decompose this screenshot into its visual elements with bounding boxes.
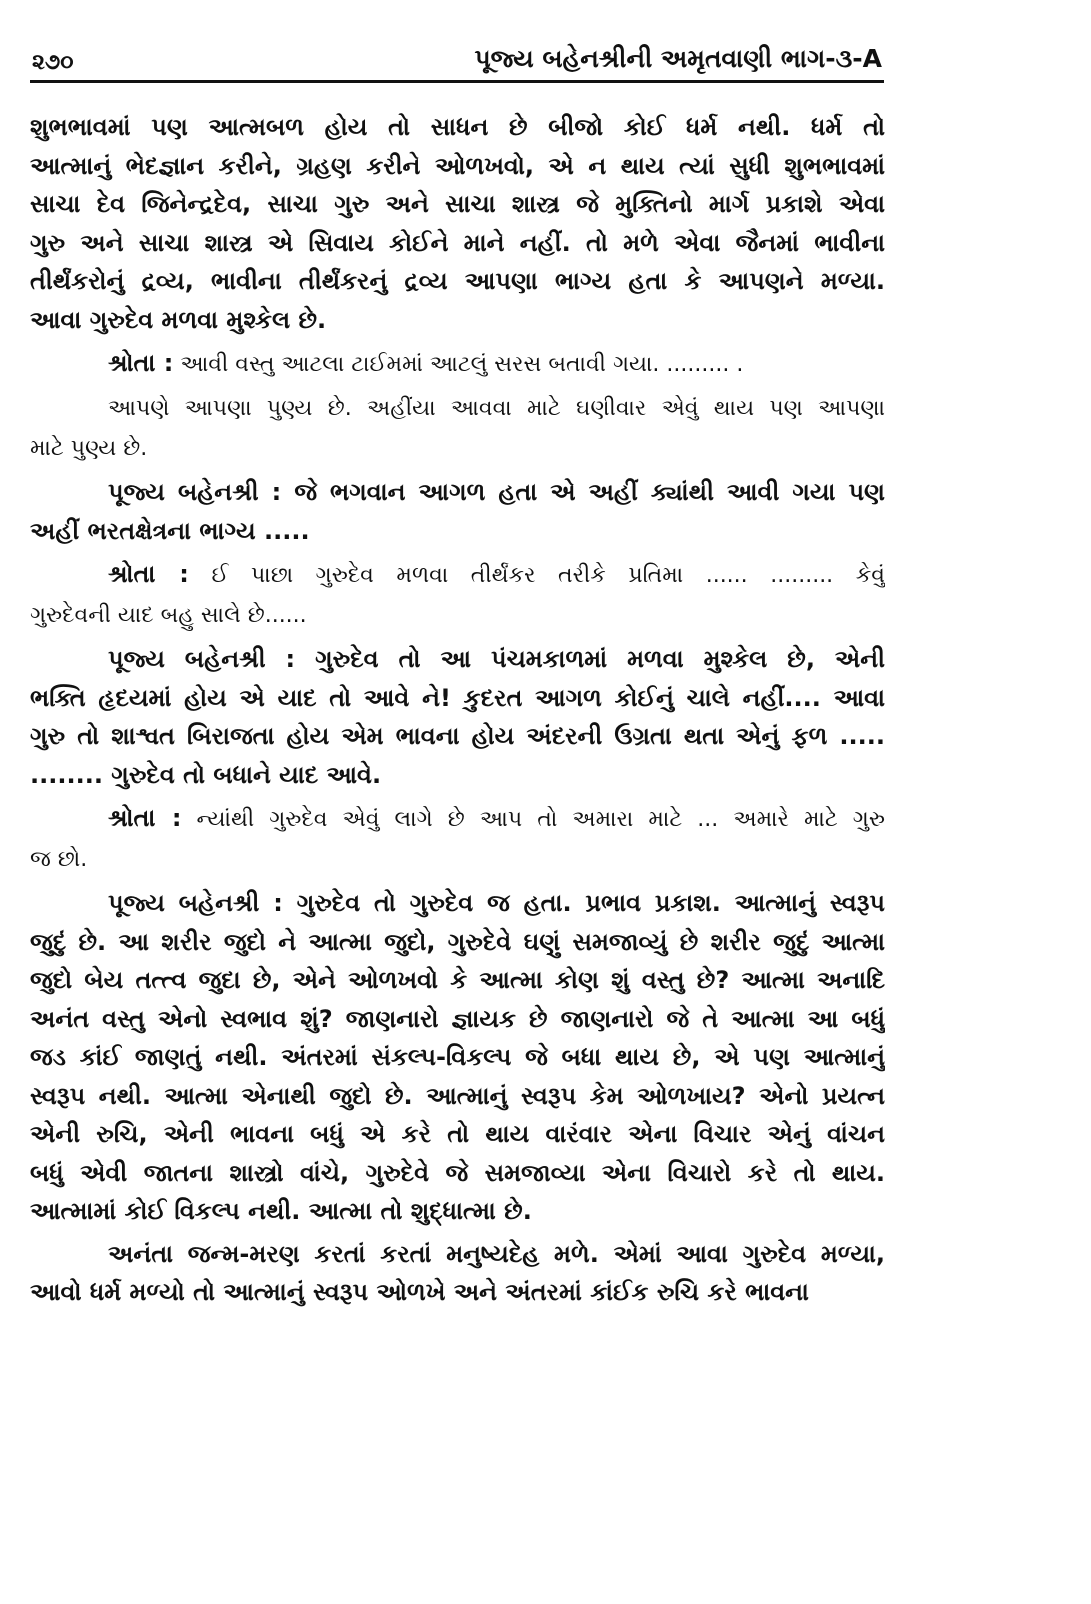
speaker-label: શ્રોતા : <box>108 349 174 377</box>
text-line <box>30 512 885 551</box>
speaker-label: પૂજ્ય બહેનશ્રી : <box>108 478 282 506</box>
dialogue-paragraph <box>30 473 885 550</box>
line-text: ગુરુ અને સાચા શાસ્ત્ર એ સિવાય કોઈને માને નહીં. તો મળે એવા જૈનમાં ભાવીના <box>30 228 885 257</box>
line-text: એની રુચિ, એની ભાવના બધું એ કરે તો થાય વારંવાર એના વિચાર એનું વાંચન <box>30 1120 885 1148</box>
line-text: સાચા દેવ જિનેન્દ્રદેવ, સાચા ગુરુ અને સાચા શાસ્ત્ર જે મુક્તિનો માર્ગ પ્રકાશે એવા <box>30 190 885 218</box>
text-line <box>30 1077 885 1116</box>
line-text: જે ભગવાન આગળ હતા એ અહીં ક્યાંથી આવી ગયા પણ <box>294 478 885 506</box>
text-line <box>30 185 885 224</box>
page-body <box>30 108 885 1316</box>
text-line <box>30 884 885 923</box>
line-text: અહીં ભરતક્ષેત્રના ભાગ્ય ..... <box>30 516 310 545</box>
paragraph <box>30 108 885 339</box>
text-line <box>30 1273 885 1312</box>
text-line <box>30 1115 885 1154</box>
line-text: માટે પુણ્ય છે. <box>30 436 148 461</box>
text-line <box>30 1000 885 1039</box>
speaker-label: પૂજ્ય બહેનશ્રી : <box>108 645 296 673</box>
text-line <box>30 961 885 1000</box>
text-line <box>30 923 885 962</box>
book-title: પૂજ્ય બહેનશ્રીની અમૃતવાણી ભાગ-૩-A <box>474 44 882 73</box>
dialogue-paragraph <box>30 640 885 794</box>
text-line <box>30 147 885 186</box>
text-line <box>30 224 885 263</box>
text-line <box>30 554 885 596</box>
line-text: આવી વસ્તુ આટલા ટાઈમમાં આટલું સરસ બતાવી ગયા. ......... . <box>180 352 744 377</box>
text-line <box>30 108 885 147</box>
text-line <box>30 389 885 429</box>
dialogue-paragraph <box>30 343 885 385</box>
text-line <box>30 840 885 880</box>
text-line <box>30 301 885 340</box>
line-text: આવા ગુરુદેવ મળવા મુશ્કેલ છે. <box>30 305 327 334</box>
line-text: બધું એવી જાતના શાસ્ત્રો વાંચે, ગુરુદેવે જે સમજાવ્યા એના વિચારો કરે તો થાય. <box>30 1158 885 1187</box>
text-line <box>30 1235 885 1274</box>
text-line <box>30 640 885 679</box>
line-text: અનંતા જન્મ-મરણ કરતાં કરતાં મનુષ્યદેહ મળે. એમાં આવા ગુરુદેવ મળ્યા, <box>108 1239 885 1268</box>
text-line <box>30 262 885 301</box>
line-text: ........ ગુરુદેવ તો બધાને યાદ આવે. <box>30 760 382 789</box>
line-text: ગુરુદેવની યાદ બહુ સાલે છે...... <box>30 603 307 628</box>
line-text: ગુરુદેવ તો આ પંચમકાળમાં મળવા મુશ્કેલ છે, એની <box>315 645 885 673</box>
line-text: આપણે આપણા પુણ્ય છે. અહીંયા આવવા માટે ઘણીવાર એવું થાય પણ આપણા <box>108 396 885 421</box>
dialogue-paragraph <box>30 554 885 636</box>
page-number: ૨૭૦ <box>32 50 74 75</box>
paragraph <box>30 389 885 469</box>
line-text: ગુરુદેવ તો ગુરુદેવ જ હતા. પ્રભાવ પ્રકાશ. આત્માનું સ્વરૂપ <box>296 889 885 917</box>
text-line <box>30 1192 885 1231</box>
line-text: આત્માનું ભેદજ્ઞાન કરીને, ગ્રહણ કરીને ઓળખવો, એ ન થાય ત્યાં સુધી શુભભાવમાં <box>30 151 885 180</box>
line-text: આત્મામાં કોઈ વિકલ્પ નથી. આત્મા તો શુદ્ધાત્મા છે. <box>30 1197 532 1225</box>
line-text: જ છો. <box>30 847 88 872</box>
line-text: આવો ધર્મ મળ્યો તો આત્માનું સ્વરૂપ ઓળખે અને અંતરમાં કાંઈક રુચિ કરે ભાવના <box>30 1278 809 1306</box>
text-line <box>30 473 885 512</box>
text-line <box>30 717 885 756</box>
text-line <box>30 1154 885 1193</box>
line-text: જુદું છે. આ શરીર જુદો ને આત્મા જુદો, ગુરુદેવે ઘણું સમજાવ્યું છે શરીર જુદું આત્મા <box>30 927 885 956</box>
paragraph <box>30 1235 885 1312</box>
line-text: જુદો બેય તત્ત્વ જુદા છે, એને ઓળખવો કે આત્મા કોણ શું વસ્તુ છે? આત્મા અનાદિ <box>30 966 885 994</box>
line-text: ન્યાંથી ગુરુદેવ એવું લાગે છે આપ તો અમારા માટે ... અમારે માટે ગુરુ <box>196 807 885 832</box>
line-text: અનંત વસ્તુ એનો સ્વભાવ શું? જાણનારો જ્ઞાયક છે જાણનારો જે તે આત્મા આ બધું <box>30 1004 885 1033</box>
text-line <box>30 756 885 795</box>
speaker-label: શ્રોતા : <box>108 804 182 832</box>
page-header <box>30 44 884 83</box>
text-line <box>30 343 885 385</box>
text-line <box>30 429 885 469</box>
dialogue-paragraph <box>30 884 885 1231</box>
line-text: ગુરુ તો શાશ્વત બિરાજતા હોય એમ ભાવના હોય અંદરની ઉગ્રતા થતા એનું ફળ ..... <box>30 722 885 750</box>
text-line <box>30 679 885 718</box>
line-text: શુભભાવમાં પણ આત્મબળ હોય તો સાધન છે બીજો કોઈ ધર્મ નથી. ધર્મ તો <box>30 113 885 141</box>
text-line <box>30 1038 885 1077</box>
line-text: જડ કાંઈ જાણતું નથી. અંતરમાં સંકલ્પ-વિકલ્પ જે બધા થાય છે, એ પણ આત્માનું <box>30 1043 885 1071</box>
speaker-label: શ્રોતા : <box>108 560 189 588</box>
dialogue-paragraph <box>30 798 885 880</box>
speaker-label: પૂજ્ય બહેનશ્રી : <box>108 889 283 917</box>
text-line <box>30 596 885 636</box>
line-text: સ્વરૂપ નથી. આત્મા એનાથી જુદો છે. આત્માનું સ્વરૂપ કેમ ઓળખાય? એનો પ્રયત્ન <box>30 1081 885 1110</box>
line-text: તીર્થંકરોનું દ્રવ્ય, ભાવીના તીર્થંકરનું દ્રવ્ય આપણા ભાગ્ય હતા કે આપણને મળ્યા. <box>30 267 885 295</box>
line-text: ઈ પાછા ગુરુદેવ મળવા તીર્થંકર તરીકે પ્રતિમા ...... ......... કેવું <box>211 563 885 588</box>
text-line <box>30 798 885 840</box>
line-text: ભક્તિ હૃદયમાં હોય એ યાદ તો આવે ને! કુદરત આગળ કોઈનું ચાલે નહીં.... આવા <box>30 683 885 712</box>
